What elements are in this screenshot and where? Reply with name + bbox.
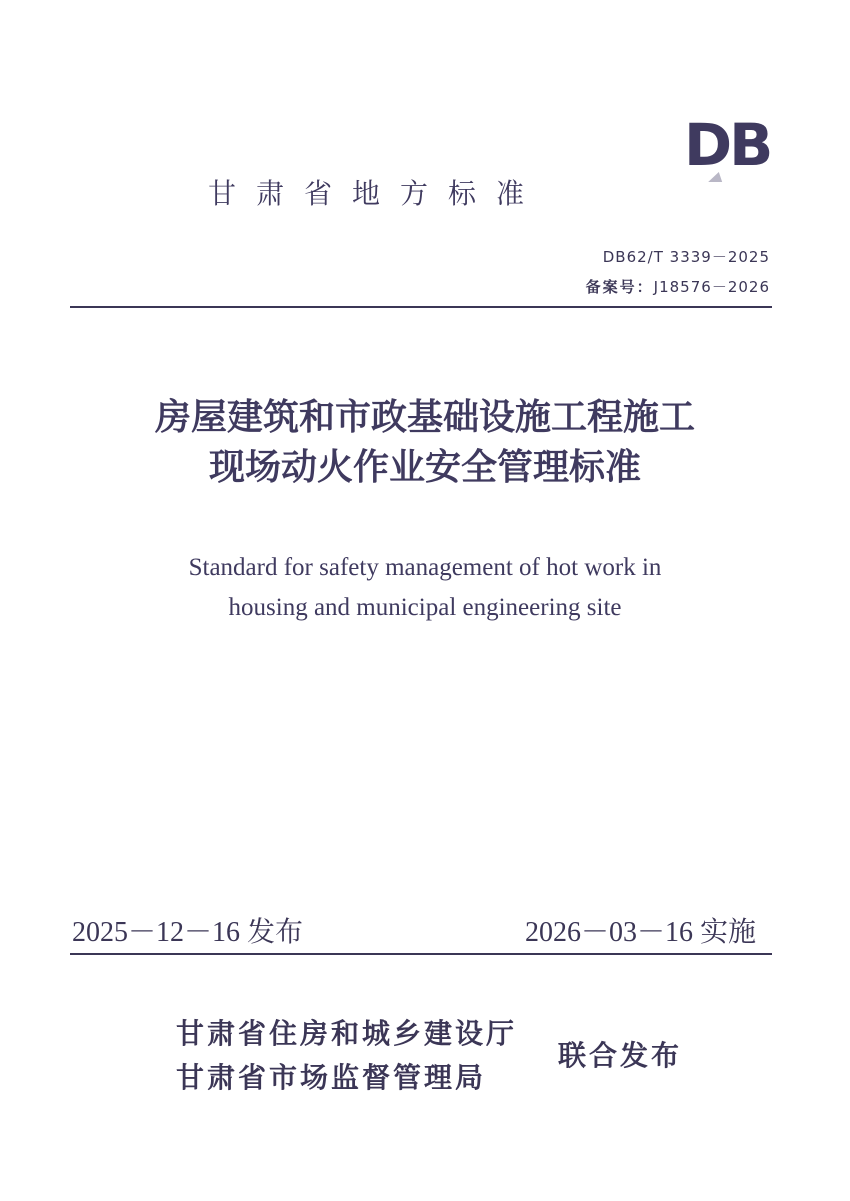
bottom-divider: [70, 953, 772, 955]
joint-release-label: 联合发布: [558, 1039, 683, 1072]
issuer-market-regulation: 甘肃省市场监督管理局: [176, 1061, 487, 1094]
title-chinese-line2: 现场动火作业安全管理标准: [208, 446, 641, 488]
standard-number: DB62/T 3339－2025: [602, 248, 770, 266]
title-chinese: [0, 392, 850, 492]
title-english: [0, 548, 850, 628]
db-logo-mark-icon: [708, 172, 726, 182]
issuing-organizations: [176, 1012, 517, 1100]
db-logo: [684, 112, 774, 182]
implementation-date: 2026－03－16 实施: [524, 917, 756, 948]
record-number: [586, 276, 770, 297]
record-value: J18576－2026: [653, 278, 770, 296]
db-logo-text: DB: [684, 111, 771, 179]
record-label: 备案号：: [585, 278, 654, 296]
top-divider: [70, 306, 772, 308]
issue-date: 2025－12－16 发布: [72, 917, 304, 948]
title-chinese-line1: 房屋建筑和市政基础设施工程施工: [154, 396, 695, 438]
title-english-line2: housing and municipal engineering site: [228, 594, 622, 621]
title-english-line1: Standard for safety management of hot work in: [188, 554, 662, 581]
standard-category: 甘肃省地方标准: [208, 177, 545, 210]
issuer-housing-department: 甘肃省住房和城乡建设厅: [176, 1017, 518, 1050]
